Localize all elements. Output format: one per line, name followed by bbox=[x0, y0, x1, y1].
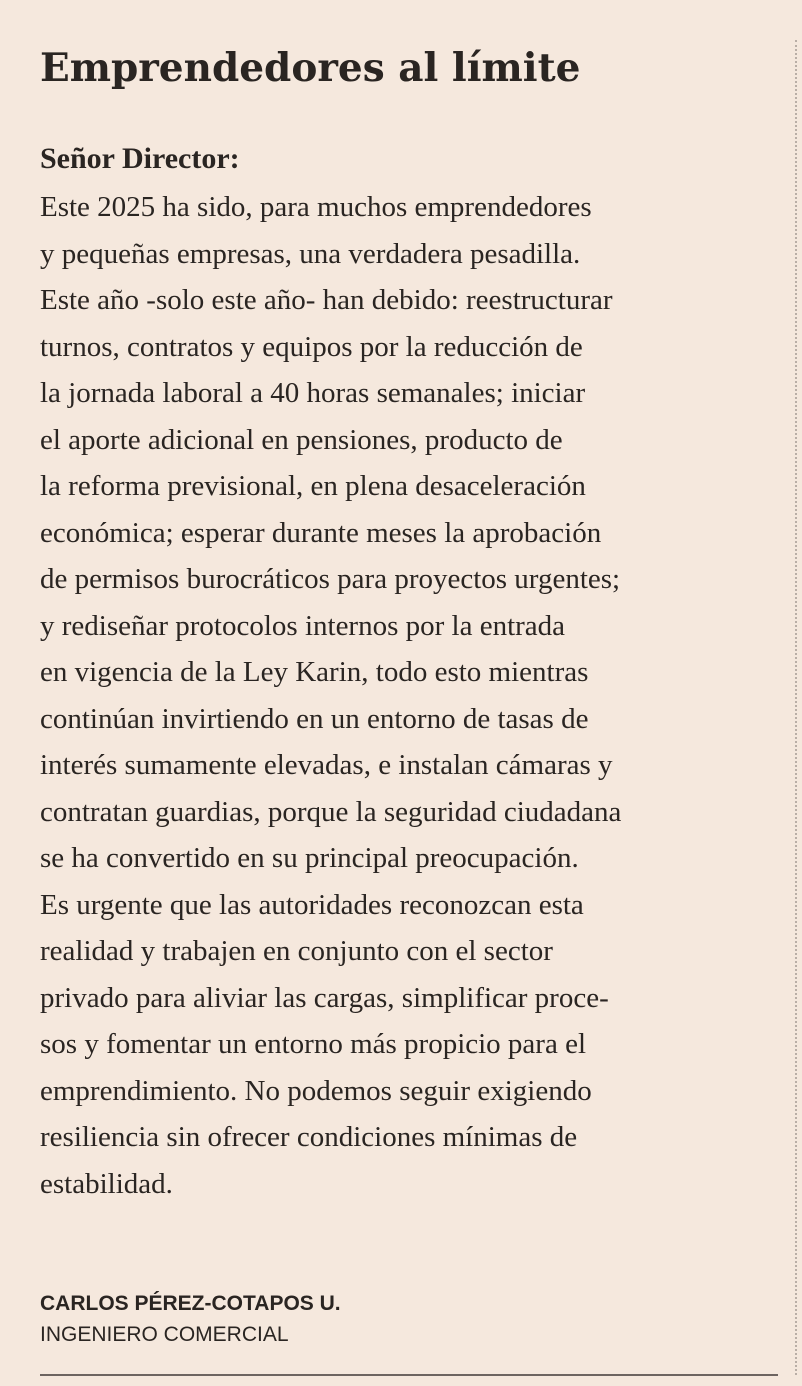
body-line: y rediseñar protocolos internos por la entrada bbox=[40, 609, 566, 642]
body-line: interés sumamente elevadas, e instalan cámaras y bbox=[40, 749, 613, 781]
body-line: continúan invirtiendo en un entorno de tasas de bbox=[40, 702, 589, 735]
author-name: CARLOS PÉREZ-COTAPOS U. bbox=[40, 1292, 341, 1315]
body-line: Este 2025 ha sido, para muchos emprendedores bbox=[40, 191, 592, 223]
body-line: la jornada laboral a 40 horas semanales; iniciar bbox=[40, 377, 586, 409]
body-line: económica; esperar durante meses la aprobación bbox=[40, 516, 602, 549]
body-line: la reforma previsional, en plena desaceleración bbox=[40, 470, 586, 502]
article-title: Emprendedores al límite bbox=[40, 45, 581, 91]
body-line: de permisos burocráticos para proyectos urgentes; bbox=[40, 563, 621, 595]
body-line: y pequeñas empresas, una verdadera pesadilla. bbox=[40, 237, 581, 270]
body-line: Este año -solo este año- han debido: reestructurar bbox=[40, 284, 613, 316]
body-line: realidad y trabajen en conjunto con el sector bbox=[40, 935, 553, 967]
letter-body bbox=[40, 184, 785, 1207]
body-line: estabilidad. bbox=[40, 1167, 173, 1200]
author-title: INGENIERO COMERCIAL bbox=[40, 1323, 289, 1346]
body-line: sos y fomentar un entorno más propicio para el bbox=[40, 1028, 587, 1060]
body-line: emprendimiento. No podemos seguir exigiendo bbox=[40, 1074, 592, 1107]
bottom-rule bbox=[40, 1374, 778, 1376]
body-line: se ha convertido en su principal preocupación. bbox=[40, 842, 579, 874]
column-divider bbox=[795, 40, 797, 1375]
body-line: resiliencia sin ofrecer condiciones mínimas de bbox=[40, 1121, 578, 1153]
body-line: contratan guardias, porque la seguridad ciudadana bbox=[40, 795, 622, 828]
body-line: el aporte adicional en pensiones, producto de bbox=[40, 423, 563, 456]
body-line: privado para aliviar las cargas, simplificar proce- bbox=[40, 981, 609, 1014]
body-line: turnos, contratos y equipos por la reducción de bbox=[40, 330, 583, 363]
body-line: Es urgente que las autoridades reconozcan esta bbox=[40, 888, 584, 921]
letter-salutation: Señor Director: bbox=[40, 142, 240, 175]
body-line: en vigencia de la Ley Karin, todo esto mientras bbox=[40, 656, 589, 688]
